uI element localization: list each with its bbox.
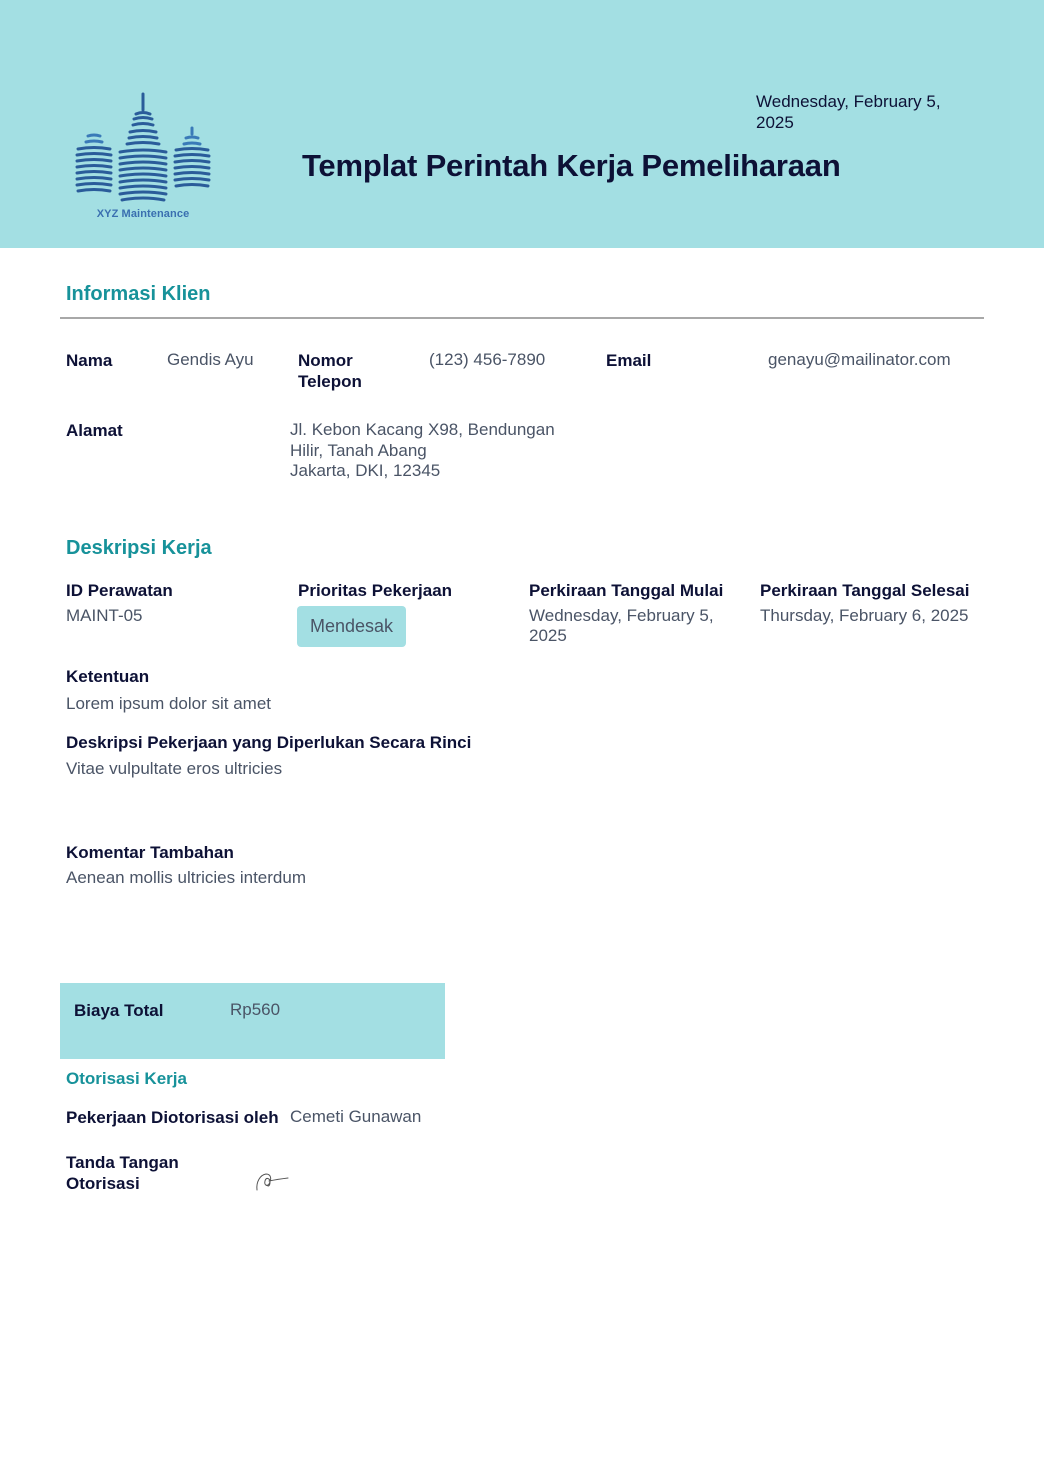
start-date-label: Perkiraan Tanggal Mulai — [529, 581, 724, 600]
company-logo — [72, 92, 214, 224]
signature-label: Tanda Tangan Otorisasi — [66, 1153, 179, 1193]
address-line-3: Jakarta, DKI, 12345 — [290, 461, 441, 480]
authorized-by-label: Pekerjaan Diotorisasi oleh — [66, 1108, 279, 1127]
priority-label: Prioritas Pekerjaan — [298, 581, 453, 600]
document-header — [0, 0, 1044, 248]
address-line-1: Jl. Kebon Kacang X98, Bendungan — [290, 420, 555, 439]
total-cost-value: Rp560 — [230, 1000, 281, 1019]
page-title: Templat Perintah Kerja Pemeliharaan — [302, 148, 841, 183]
authorized-by-value: Cemeti Gunawan — [290, 1107, 422, 1126]
total-cost-label: Biaya Total — [74, 1001, 164, 1020]
section-divider — [60, 317, 984, 319]
end-date-label: Perkiraan Tanggal Selesai — [760, 581, 970, 600]
authorization-heading: Otorisasi Kerja — [66, 1069, 187, 1088]
priority-badge: Mendesak — [297, 606, 406, 647]
phone-value: (123) 456-7890 — [429, 350, 546, 369]
email-value: genayu@mailinator.com — [768, 350, 951, 369]
phone-label: Nomor Telepon — [298, 351, 362, 391]
detail-label: Deskripsi Pekerjaan yang Diperlukan Secara Rinci — [66, 733, 472, 752]
comments-value: Aenean mollis ultricies interdum — [66, 868, 306, 887]
name-value: Gendis Ayu — [167, 350, 254, 369]
header-date: Wednesday, February 5, 2025 — [756, 92, 941, 132]
buildings-icon — [72, 92, 214, 210]
comments-label: Komentar Tambahan — [66, 843, 234, 862]
start-date-value: Wednesday, February 5, 2025 — [529, 606, 714, 645]
address-line-2: Hilir, Tanah Abang — [290, 441, 427, 460]
end-date-value: Thursday, February 6, 2025 — [760, 606, 969, 625]
signature-icon — [252, 1166, 292, 1194]
signature-image — [252, 1166, 292, 1194]
total-cost-box — [60, 983, 445, 1059]
address-label: Alamat — [66, 421, 123, 440]
maintenance-id-value: MAINT-05 — [66, 606, 143, 625]
work-description-heading: Deskripsi Kerja — [66, 537, 212, 559]
terms-value: Lorem ipsum dolor sit amet — [66, 694, 272, 713]
logo-text: XYZ Maintenance — [96, 208, 190, 220]
detail-value: Vitae vulpultate eros ultricies — [66, 759, 283, 778]
client-info-heading: Informasi Klien — [66, 283, 211, 305]
maintenance-id-label: ID Perawatan — [66, 581, 173, 600]
email-label: Email — [606, 351, 652, 370]
name-label: Nama — [66, 351, 113, 370]
terms-label: Ketentuan — [66, 667, 150, 686]
